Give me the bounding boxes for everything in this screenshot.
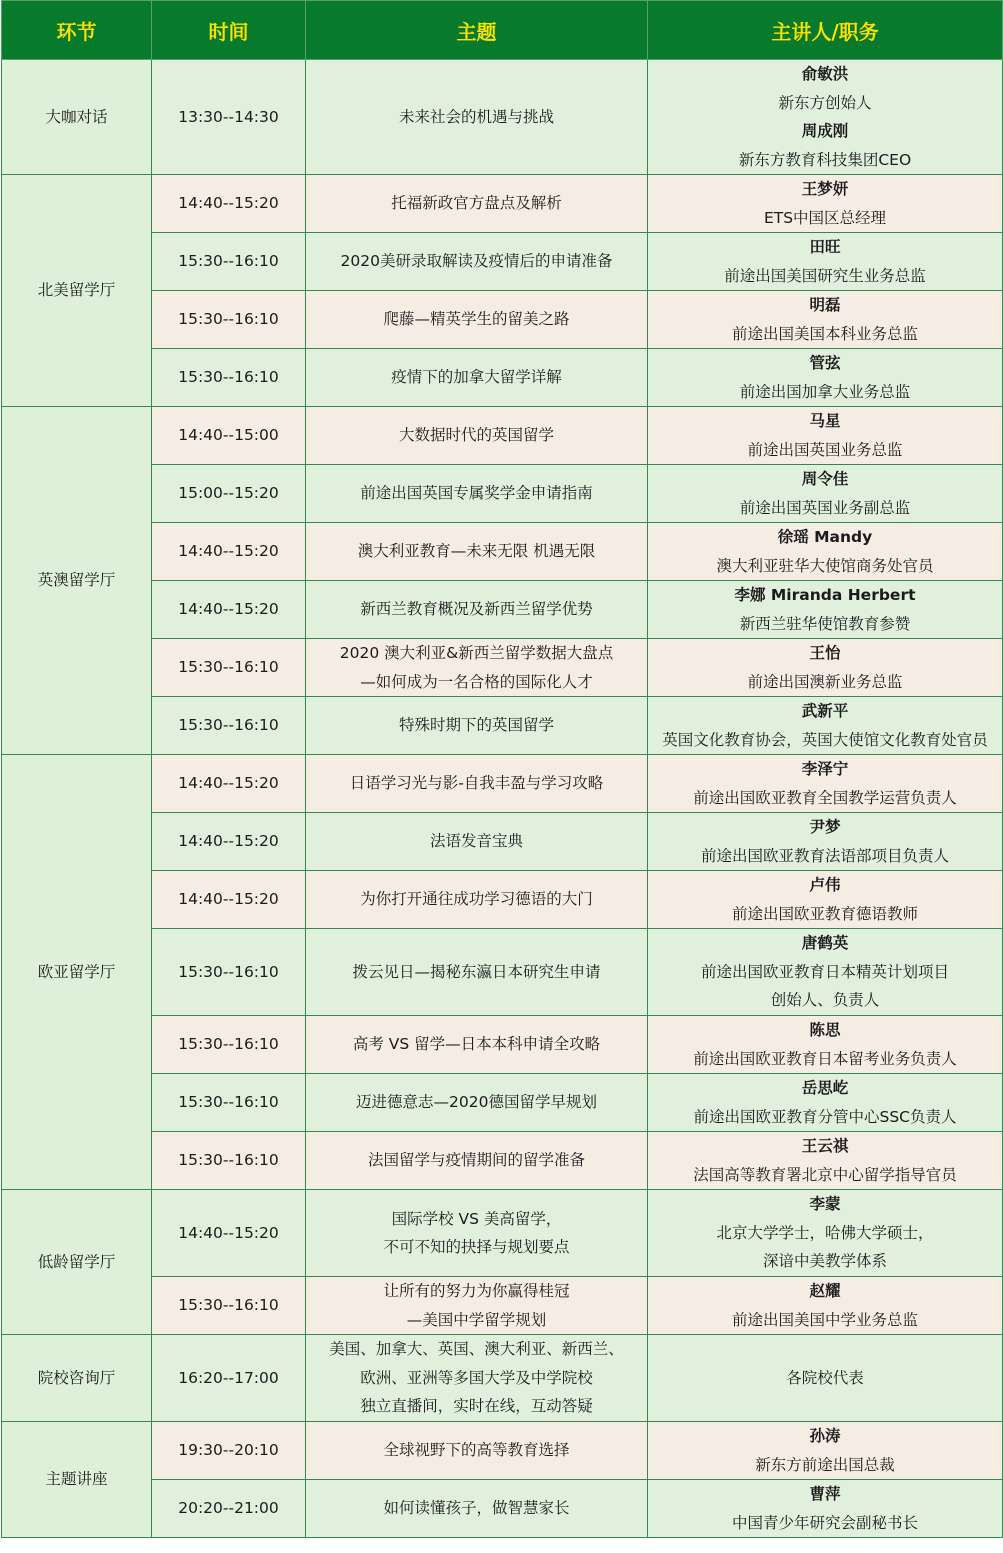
table-row bbox=[2, 407, 1003, 465]
speaker-name: 曹萍 bbox=[809, 1485, 841, 1503]
topic-line: 2020美研录取解读及疫情后的申请准备 bbox=[340, 252, 613, 271]
session-time: 15:30--16:10 bbox=[152, 1074, 306, 1132]
topic-line: 全球视野下的高等教育选择 bbox=[383, 1441, 570, 1460]
speaker-title: 英国文化教育协会，英国大使馆文化教育处官员 bbox=[662, 730, 988, 749]
table-row bbox=[2, 871, 1003, 929]
topic-line: 法国留学与疫情期间的留学准备 bbox=[367, 1151, 585, 1170]
session-speaker bbox=[648, 407, 1003, 465]
speaker-title: 前途出国加拿大业务总监 bbox=[739, 382, 911, 401]
session-speaker bbox=[648, 291, 1003, 349]
session-topic bbox=[306, 523, 648, 581]
session-time: 19:30--20:10 bbox=[152, 1422, 306, 1480]
topic-line: 疫情下的加拿大留学详解 bbox=[391, 368, 562, 387]
speaker-name: 李蒙 bbox=[809, 1195, 841, 1214]
table-row bbox=[2, 349, 1003, 407]
session-topic bbox=[306, 1335, 648, 1422]
session-speaker bbox=[648, 697, 1003, 755]
session-speaker bbox=[648, 1074, 1003, 1132]
session-time: 13:30--14:30 bbox=[152, 60, 306, 175]
speaker-name: 武新平 bbox=[801, 702, 849, 720]
topic-line: 澳大利亚教育—未来无限 机遇无限 bbox=[357, 542, 596, 561]
topic-line: 让所有的努力为你赢得桂冠 bbox=[383, 1282, 570, 1300]
speaker-name: 管弦 bbox=[809, 354, 841, 372]
session-speaker bbox=[648, 1480, 1003, 1538]
session-time: 14:40--15:20 bbox=[152, 813, 306, 871]
speaker-name: 卢伟 bbox=[809, 876, 841, 894]
session-speaker bbox=[648, 871, 1003, 929]
topic-line: —美国中学留学规划 bbox=[406, 1310, 547, 1329]
session-time: 15:30--16:10 bbox=[152, 349, 306, 407]
session-topic bbox=[306, 233, 648, 291]
speaker-title: 前途出国欧亚教育德语教师 bbox=[731, 904, 918, 923]
section-name: 院校咨询厅 bbox=[2, 1335, 152, 1422]
topic-line: 法语发音宝典 bbox=[429, 832, 523, 851]
topic-line: 国际学校 VS 美高留学， bbox=[391, 1209, 562, 1228]
section-name: 主题讲座 bbox=[2, 1422, 152, 1538]
session-time: 15:30--16:10 bbox=[152, 233, 306, 291]
session-speaker bbox=[648, 1335, 1003, 1422]
speaker-title: 创始人、负责人 bbox=[770, 991, 880, 1010]
header-topic: 主题 bbox=[306, 1, 648, 60]
speaker-name: 徐瑶 Mandy bbox=[777, 528, 873, 546]
header-section: 环节 bbox=[2, 1, 152, 60]
session-time: 14:40--15:20 bbox=[152, 175, 306, 233]
header-row bbox=[2, 1, 1003, 60]
speaker-name: 周成刚 bbox=[801, 122, 849, 140]
session-topic bbox=[306, 60, 648, 175]
table-row bbox=[2, 175, 1003, 233]
speaker-name: 李泽宁 bbox=[801, 760, 849, 778]
table-row bbox=[2, 639, 1003, 697]
speaker-title: 前途出国美国中学业务总监 bbox=[731, 1310, 918, 1329]
session-time: 15:30--16:10 bbox=[152, 291, 306, 349]
session-topic bbox=[306, 291, 648, 349]
session-time: 14:40--15:20 bbox=[152, 755, 306, 813]
session-speaker bbox=[648, 1190, 1003, 1277]
session-speaker bbox=[648, 929, 1003, 1016]
session-topic bbox=[306, 1016, 648, 1074]
session-topic bbox=[306, 1074, 648, 1132]
speaker-title: 前途出国澳新业务总监 bbox=[747, 672, 903, 691]
session-time: 14:40--15:20 bbox=[152, 871, 306, 929]
topic-line: 爬藤—精英学生的留美之路 bbox=[383, 310, 570, 329]
topic-line: 不可不知的抉择与规划要点 bbox=[383, 1238, 570, 1256]
table-row bbox=[2, 755, 1003, 813]
session-time: 15:30--16:10 bbox=[152, 1016, 306, 1074]
session-topic bbox=[306, 697, 648, 755]
table-row bbox=[2, 523, 1003, 581]
session-topic bbox=[306, 1277, 648, 1335]
session-topic bbox=[306, 813, 648, 871]
topic-line: 新西兰教育概况及新西兰留学优势 bbox=[360, 600, 593, 619]
session-topic bbox=[306, 755, 648, 813]
speaker-name: 唐鹤英 bbox=[801, 934, 849, 953]
session-speaker bbox=[648, 581, 1003, 639]
session-speaker bbox=[648, 233, 1003, 291]
session-speaker bbox=[648, 1422, 1003, 1480]
session-topic bbox=[306, 871, 648, 929]
table-row bbox=[2, 1277, 1003, 1335]
topic-line: 托福新政官方盘点及解析 bbox=[391, 194, 562, 213]
session-topic bbox=[306, 407, 648, 465]
section-name: 英澳留学厅 bbox=[2, 407, 152, 755]
speaker-title: 前途出国英国业务副总监 bbox=[739, 498, 911, 517]
table-row bbox=[2, 697, 1003, 755]
topic-line: 拨云见日—揭秘东瀛日本研究生申请 bbox=[352, 962, 601, 981]
speaker-title: 前途出国美国研究生业务总监 bbox=[724, 266, 926, 285]
speaker-name: 马星 bbox=[809, 412, 841, 430]
session-time: 15:00--15:20 bbox=[152, 465, 306, 523]
speaker-title: 前途出国欧亚教育全国教学运营负责人 bbox=[693, 788, 957, 807]
speaker-title: 法国高等教育署北京中心留学指导官员 bbox=[693, 1165, 957, 1184]
speaker-name: 尹梦 bbox=[809, 818, 841, 836]
speaker-title: 中国青少年研究会副秘书长 bbox=[731, 1513, 918, 1532]
speaker-title: 新东方教育科技集团CEO bbox=[738, 150, 912, 169]
session-topic bbox=[306, 175, 648, 233]
table-row bbox=[2, 1422, 1003, 1480]
speaker-title: 新西兰驻华使馆教育参赞 bbox=[739, 614, 911, 633]
speaker-name: 田旺 bbox=[809, 238, 841, 256]
speaker-name: 陈思 bbox=[809, 1021, 841, 1039]
section-name: 大咖对话 bbox=[2, 60, 152, 175]
session-topic bbox=[306, 1132, 648, 1190]
schedule-body bbox=[2, 60, 1003, 1538]
topic-line: 欧洲、亚洲等多国大学及中学院校 bbox=[360, 1368, 593, 1387]
topic-line: 2020 澳大利亚&新西兰留学数据大盘点 bbox=[339, 644, 614, 662]
table-row bbox=[2, 60, 1003, 175]
topic-line: 美国、加拿大、英国、澳大利亚、新西兰、 bbox=[329, 1340, 624, 1359]
session-speaker bbox=[648, 639, 1003, 697]
session-speaker bbox=[648, 1277, 1003, 1335]
session-time: 15:30--16:10 bbox=[152, 1132, 306, 1190]
speaker-title: 各院校代表 bbox=[786, 1368, 864, 1387]
topic-line: 如何读懂孩子，做智慧家长 bbox=[383, 1499, 570, 1518]
session-topic bbox=[306, 1480, 648, 1538]
table-row bbox=[2, 1132, 1003, 1190]
speaker-name: 王怡 bbox=[809, 644, 841, 662]
table-row bbox=[2, 581, 1003, 639]
header-speaker: 主讲人/职务 bbox=[648, 1, 1003, 60]
session-topic bbox=[306, 639, 648, 697]
header-time: 时间 bbox=[152, 1, 306, 60]
speaker-name: 俞敏洪 bbox=[801, 65, 849, 83]
session-speaker bbox=[648, 1132, 1003, 1190]
session-time: 15:30--16:10 bbox=[152, 929, 306, 1016]
session-speaker bbox=[648, 60, 1003, 175]
session-speaker bbox=[648, 523, 1003, 581]
speaker-title: 澳大利亚驻华大使馆商务处官员 bbox=[716, 556, 934, 575]
speaker-title: 北京大学学士，哈佛大学硕士， bbox=[716, 1223, 934, 1242]
schedule-table bbox=[1, 0, 1003, 1538]
session-time: 15:30--16:10 bbox=[152, 697, 306, 755]
session-time: 14:40--15:20 bbox=[152, 581, 306, 639]
session-time: 20:20--21:00 bbox=[152, 1480, 306, 1538]
table-row bbox=[2, 233, 1003, 291]
speaker-title: 新东方创始人 bbox=[778, 93, 872, 112]
session-time: 14:40--15:00 bbox=[152, 407, 306, 465]
topic-line: 未来社会的机遇与挑战 bbox=[398, 107, 554, 126]
session-time: 15:30--16:10 bbox=[152, 639, 306, 697]
table-row bbox=[2, 1335, 1003, 1422]
section-name: 欧亚留学厅 bbox=[2, 755, 152, 1190]
table-row bbox=[2, 1480, 1003, 1538]
speaker-title: 新东方前途出国总裁 bbox=[755, 1455, 895, 1474]
topic-line: —如何成为一名合格的国际化人才 bbox=[360, 672, 593, 691]
speaker-name: 明磊 bbox=[809, 296, 841, 314]
session-time: 14:40--15:20 bbox=[152, 1190, 306, 1277]
topic-line: 前途出国英国专属奖学金申请指南 bbox=[360, 484, 593, 503]
speaker-name: 周令佳 bbox=[801, 470, 849, 488]
speaker-name: 王云祺 bbox=[801, 1137, 849, 1155]
speaker-title: 前途出国欧亚教育日本留考业务负责人 bbox=[693, 1049, 957, 1068]
topic-line: 为你打开通往成功学习德语的大门 bbox=[360, 890, 593, 909]
speaker-title: 前途出国欧亚教育法语部项目负责人 bbox=[700, 846, 949, 865]
session-topic bbox=[306, 929, 648, 1016]
speaker-title: 前途出国欧亚教育分管中心SSC负责人 bbox=[693, 1107, 957, 1126]
topic-line: 大数据时代的英国留学 bbox=[398, 426, 554, 445]
session-speaker bbox=[648, 349, 1003, 407]
speaker-name: 岳思屹 bbox=[801, 1079, 849, 1097]
topic-line: 迈进德意志—2020德国留学早规划 bbox=[356, 1093, 597, 1112]
speaker-title: 前途出国欧亚教育日本精英计划项目 bbox=[700, 962, 949, 981]
session-speaker bbox=[648, 813, 1003, 871]
table-row bbox=[2, 1016, 1003, 1074]
table-row bbox=[2, 291, 1003, 349]
session-time: 14:40--15:20 bbox=[152, 523, 306, 581]
topic-line: 独立直播间，实时在线，互动答疑 bbox=[360, 1397, 593, 1416]
session-speaker bbox=[648, 175, 1003, 233]
section-name: 北美留学厅 bbox=[2, 175, 152, 407]
topic-line: 日语学习光与影-自我丰盈与学习攻略 bbox=[349, 774, 604, 793]
session-topic bbox=[306, 1422, 648, 1480]
speaker-title: 前途出国美国本科业务总监 bbox=[731, 324, 918, 343]
session-time: 15:30--16:10 bbox=[152, 1277, 306, 1335]
speaker-title: 前途出国英国业务总监 bbox=[747, 440, 903, 459]
session-topic bbox=[306, 581, 648, 639]
table-row bbox=[2, 1190, 1003, 1277]
speaker-name: 孙涛 bbox=[809, 1427, 841, 1445]
speaker-name: 赵耀 bbox=[809, 1282, 841, 1300]
session-time: 16:20--17:00 bbox=[152, 1335, 306, 1422]
speaker-title: ETS中国区总经理 bbox=[763, 208, 887, 227]
speaker-name: 李娜 Miranda Herbert bbox=[734, 586, 916, 604]
session-speaker bbox=[648, 755, 1003, 813]
topic-line: 高考 VS 留学—日本本科申请全攻略 bbox=[352, 1035, 601, 1054]
session-topic bbox=[306, 349, 648, 407]
section-name: 低龄留学厅 bbox=[2, 1190, 152, 1335]
table-row bbox=[2, 1074, 1003, 1132]
speaker-title: 深谙中美教学体系 bbox=[762, 1252, 887, 1271]
session-topic bbox=[306, 465, 648, 523]
table-row bbox=[2, 929, 1003, 1016]
session-topic bbox=[306, 1190, 648, 1277]
table-row bbox=[2, 813, 1003, 871]
topic-line: 特殊时期下的英国留学 bbox=[398, 716, 554, 735]
table-row bbox=[2, 465, 1003, 523]
speaker-name: 王梦妍 bbox=[801, 180, 849, 198]
session-speaker bbox=[648, 465, 1003, 523]
session-speaker bbox=[648, 1016, 1003, 1074]
